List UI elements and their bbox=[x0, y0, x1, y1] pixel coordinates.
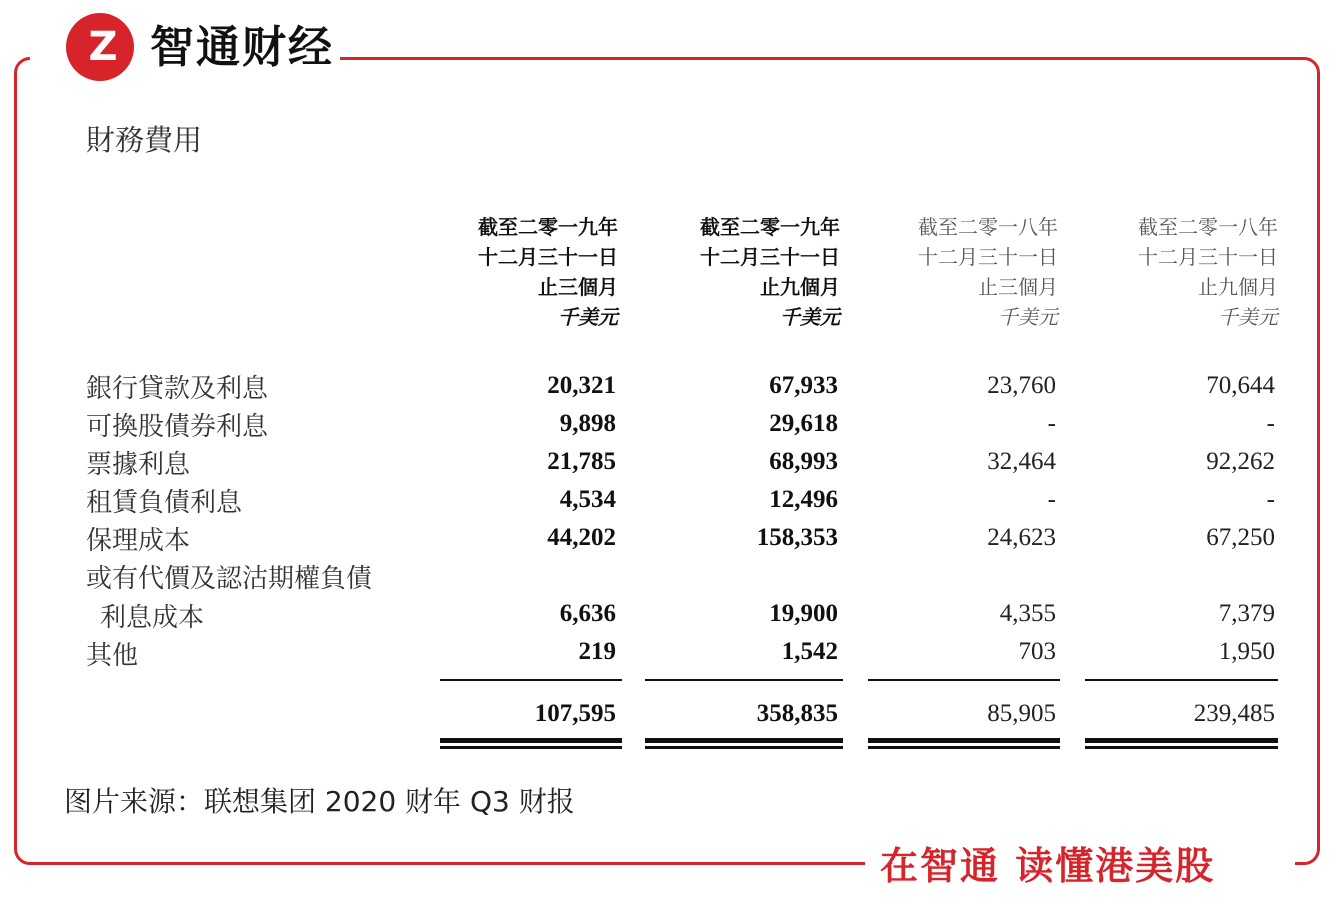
total-cell: 107,595 bbox=[534, 700, 616, 727]
table-cell: - bbox=[1047, 486, 1056, 513]
table-cell: 32,464 bbox=[987, 448, 1056, 475]
row-label-bank-loans: 銀行貸款及利息 bbox=[86, 374, 269, 404]
table-cell: 7,379 bbox=[1218, 600, 1275, 627]
table-cell: 703 bbox=[1018, 638, 1056, 665]
row-label-interest-cost: 利息成本 bbox=[100, 603, 205, 633]
brand-name: 智通财经 bbox=[150, 22, 334, 73]
total-double-rule bbox=[868, 738, 1060, 749]
table-cell: 9,898 bbox=[559, 410, 616, 437]
brand-logo-icon: Z bbox=[66, 13, 134, 81]
table-cell: 4,534 bbox=[559, 486, 616, 513]
column-header-1: 截至二零一九年 十二月三十一日 止三個月 千美元 bbox=[478, 215, 618, 329]
total-cell: 239,485 bbox=[1193, 700, 1275, 727]
table-cell: - bbox=[1047, 410, 1056, 437]
table-cell: 4,355 bbox=[999, 600, 1056, 627]
table-cell: 19,900 bbox=[769, 600, 838, 627]
table-cell: 1,542 bbox=[781, 638, 838, 665]
table-cell: 6,636 bbox=[559, 600, 616, 627]
table-cell: - bbox=[1266, 486, 1275, 513]
column-header-2: 截至二零一九年 十二月三十一日 止九個月 千美元 bbox=[700, 215, 840, 329]
table-cell: 219 bbox=[578, 638, 616, 665]
table-cell: 12,496 bbox=[769, 486, 838, 513]
column-header-3: 截至二零一八年 十二月三十一日 止三個月 千美元 bbox=[918, 215, 1058, 329]
table-cell: 92,262 bbox=[1206, 448, 1275, 475]
table-cell: - bbox=[1266, 410, 1275, 437]
subtotal-rule bbox=[868, 679, 1060, 681]
table-cell: 44,202 bbox=[547, 524, 616, 551]
table-cell: 21,785 bbox=[547, 448, 616, 475]
slogan: 在智通 读懂港美股 bbox=[880, 844, 1216, 888]
row-label-factoring: 保理成本 bbox=[86, 526, 191, 556]
table-cell: 68,993 bbox=[769, 448, 838, 475]
total-double-rule bbox=[645, 738, 843, 749]
table-cell: 20,321 bbox=[547, 372, 616, 399]
table-cell: 67,933 bbox=[769, 372, 838, 399]
table-cell: 24,623 bbox=[987, 524, 1056, 551]
source-caption: 图片来源：联想集团 2020 财年 Q3 财报 bbox=[64, 785, 575, 818]
section-title: 財務費用 bbox=[86, 123, 203, 157]
row-label-contingent: 或有代價及認沽期權負債 bbox=[86, 564, 373, 594]
total-double-rule bbox=[440, 738, 622, 749]
row-label-convertible-bonds: 可換股債券利息 bbox=[86, 412, 269, 442]
row-label-lease-liabilities: 租賃負債利息 bbox=[86, 488, 243, 518]
table-cell: 158,353 bbox=[756, 524, 838, 551]
total-cell: 85,905 bbox=[987, 700, 1056, 727]
table-cell: 70,644 bbox=[1206, 372, 1275, 399]
subtotal-rule bbox=[440, 679, 622, 681]
subtotal-rule bbox=[645, 679, 843, 681]
row-label-notes: 票據利息 bbox=[86, 450, 191, 480]
table-cell: 23,760 bbox=[987, 372, 1056, 399]
row-label-others: 其他 bbox=[86, 641, 139, 671]
table-cell: 67,250 bbox=[1206, 524, 1275, 551]
subtotal-rule bbox=[1085, 679, 1278, 681]
table-cell: 29,618 bbox=[769, 410, 838, 437]
total-cell: 358,835 bbox=[756, 700, 838, 727]
column-header-4: 截至二零一八年 十二月三十一日 止九個月 千美元 bbox=[1138, 215, 1278, 329]
table-cell: 1,950 bbox=[1218, 638, 1275, 665]
total-double-rule bbox=[1085, 738, 1278, 749]
